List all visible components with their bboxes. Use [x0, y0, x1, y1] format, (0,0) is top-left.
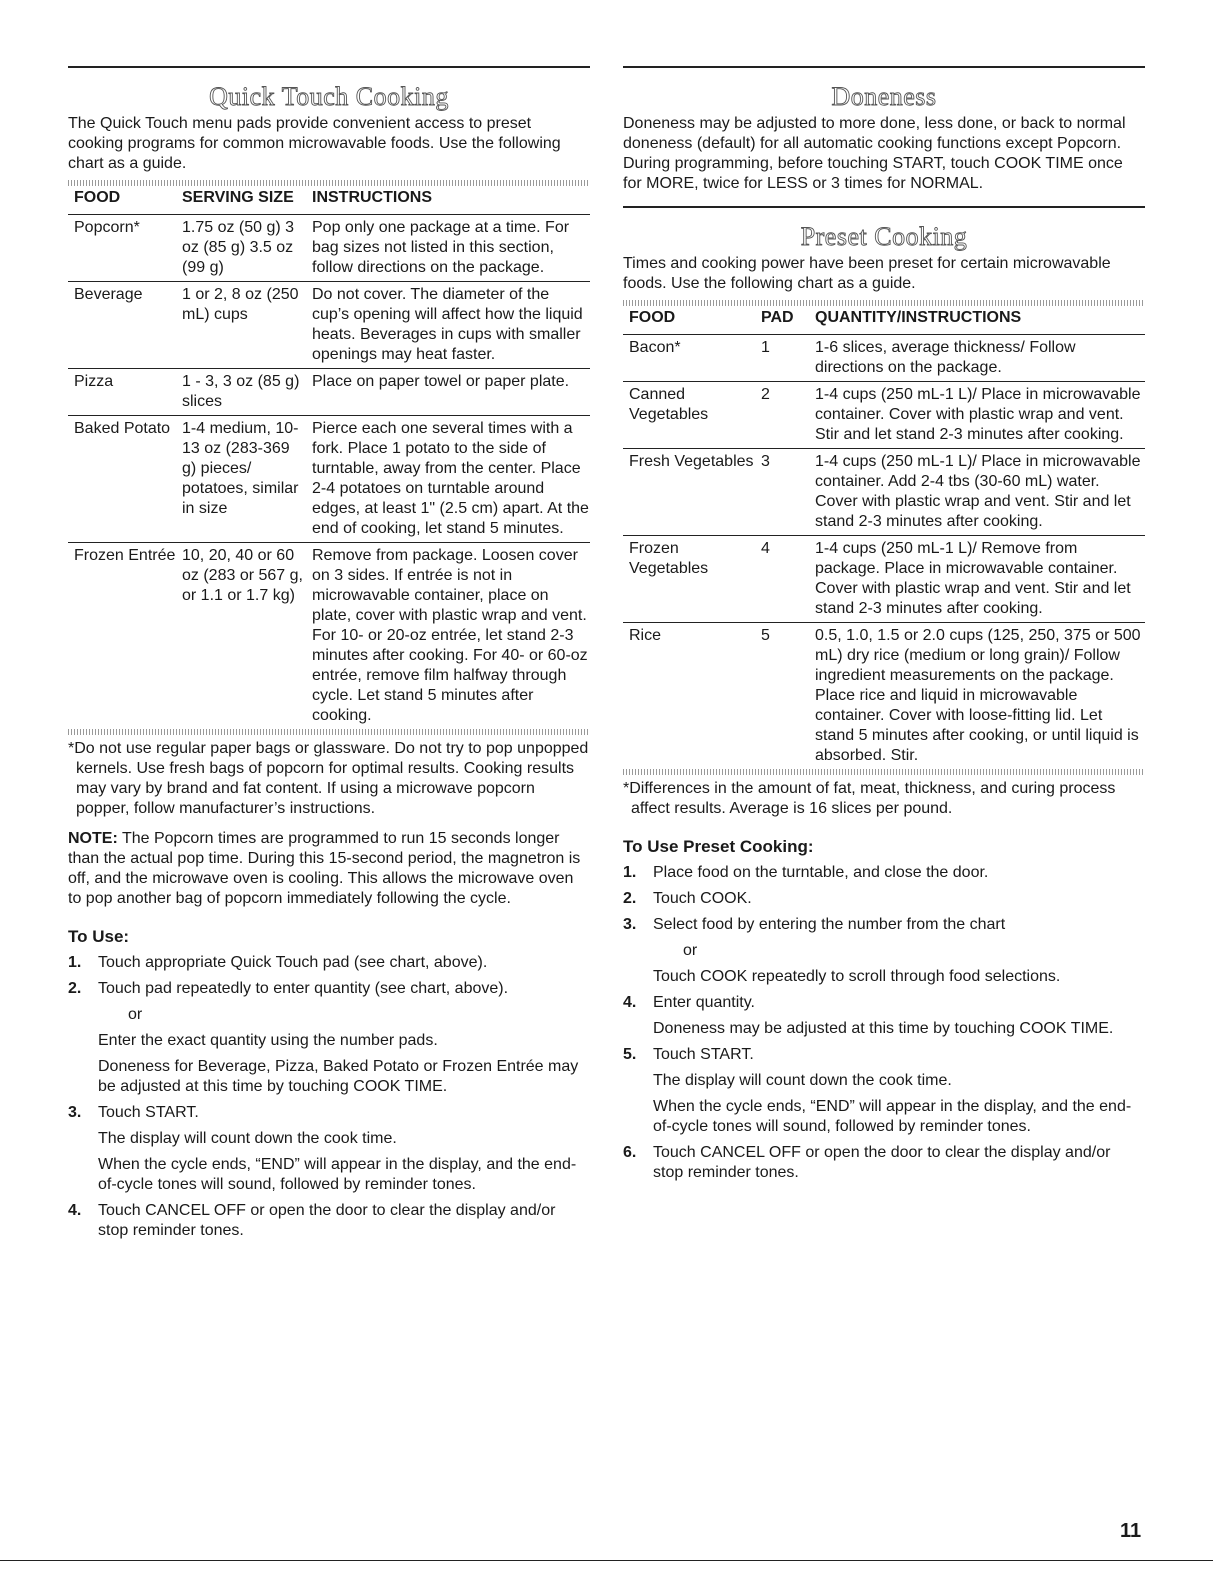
instructions-cell: 1-4 cups (250 mL-1 L)/ Place in microwavable container. Add 2-4 tbs (30-60 mL) water. Cover with plastic wrap and vent. Stir and let stand 2-3 minutes after cooking.: [809, 449, 1145, 536]
step-number: 2.: [623, 890, 637, 907]
list-item: [623, 993, 1145, 1039]
table-header-row: [623, 306, 1145, 335]
size-cell: 1 or 2, 8 oz (250 mL) cups: [176, 282, 306, 369]
step-text: When the cycle ends, “END” will appear in the display, and the end-of-cycle tones will sound, followed by reminder tones.: [653, 1098, 1132, 1135]
instructions-cell: 1-6 slices, average thickness/ Follow directions on the package.: [809, 335, 1145, 382]
table-row: [623, 623, 1145, 770]
step-text: Touch COOK.: [653, 890, 752, 907]
popcorn-note: [68, 829, 590, 909]
step-number: 4.: [623, 994, 637, 1011]
food-cell: Fresh Vegetables: [623, 449, 755, 536]
instructions-cell: Pierce each one several times with a fork. Place 1 potato to the side of turntable, away from the center. Place 2-4 potatoes on turntable around edges, at least 1" (2.5 cm) apart. At the end of cooking, let stand 5 minutes.: [306, 416, 590, 543]
step-text: Touch CANCEL OFF or open the door to clear the display and/or stop reminder tones.: [98, 1202, 556, 1239]
step-text: Touch COOK repeatedly to scroll through food selections.: [653, 968, 1061, 985]
hatch-divider: [68, 729, 590, 735]
list-item: [68, 1103, 590, 1195]
list-item: [623, 915, 1145, 987]
table-row: [68, 416, 590, 543]
table-row: [623, 335, 1145, 382]
quick-touch-steps: [68, 953, 590, 1241]
table-header-row: [68, 186, 590, 215]
section-title-quick-touch: Quick Touch Cooking: [209, 82, 449, 111]
table-row: [623, 536, 1145, 623]
table-row: [68, 215, 590, 282]
note-text: The Popcorn times are programmed to run 15 seconds longer than the actual pop time. During this 15-second period, the magnetron is off, and the microwave oven is cooling. This allows the microwave oven to pop another bag of popcorn immediately following the cycle.: [68, 830, 581, 907]
doneness-text: Doneness may be adjusted to more done, less done, or back to normal doneness (default) for all automatic cooking functions except Popcorn. During programming, before touching START, touch COOK TIME once for MORE, twice for LESS or 3 times for NORMAL.: [623, 115, 1126, 192]
food-cell: Frozen Entrée: [74, 547, 176, 564]
step-number: 5.: [623, 1046, 637, 1063]
list-item: [68, 979, 590, 1097]
step-text: The display will count down the cook time.: [653, 1072, 952, 1089]
step-text: Touch START.: [653, 1046, 754, 1063]
size-cell: 1 - 3, 3 oz (85 g) slices: [176, 369, 306, 416]
step-number: 6.: [623, 1144, 637, 1161]
food-cell: Bacon*: [623, 335, 755, 382]
col-header-food: FOOD: [68, 186, 176, 215]
list-item: [623, 889, 1145, 909]
step-text: Doneness for Beverage, Pizza, Baked Potato or Frozen Entrée may be adjusted at this time by touching COOK TIME.: [98, 1058, 579, 1095]
col-header-quantity: QUANTITY/INSTRUCTIONS: [809, 306, 1145, 335]
preset-cooking-table: [623, 306, 1145, 769]
section-rule: [623, 206, 1145, 208]
pad-cell: 5: [761, 627, 770, 644]
instructions-cell: 1-4 cups (250 mL-1 L)/ Place in microwavable container. Cover with plastic wrap and vent. Stir and let stand 2-3 minutes after cooking.: [809, 382, 1145, 449]
note-label: NOTE:: [68, 830, 118, 847]
quick-touch-intro: The Quick Touch menu pads provide convenient access to preset cooking programs for common microwavable foods. Use the following chart as a guide.: [68, 115, 561, 172]
table-row: [623, 449, 1145, 536]
size-cell: 1.75 oz (50 g) 3 oz (85 g) 3.5 oz (99 g): [176, 215, 306, 282]
to-use-preset-heading: To Use Preset Cooking:: [623, 837, 814, 856]
bacon-footnote: *Differences in the amount of fat, meat, thickness, and curing process affect results. Average is 16 slices per pound.: [623, 780, 1116, 817]
instructions-cell: Pop only one package at a time. For bag sizes not listed in this section, follow directions on the package.: [306, 215, 590, 282]
step-number: 3.: [68, 1104, 82, 1121]
instructions-cell: 0.5, 1.0, 1.5 or 2.0 cups (125, 250, 375 or 500 mL) dry rice (medium or long grain)/ Follow ingredient measurements on the package. Place rice and liquid in microwavable container. Cover with loose-fitting lid. Let stand 5 minutes after cooking, or until liquid is absorbed. Stir.: [815, 627, 1141, 764]
step-text: When the cycle ends, “END” will appear in the display, and the end-of-cycle tones will sound, followed by reminder tones.: [98, 1156, 577, 1193]
quick-touch-table: [68, 186, 590, 729]
food-cell: Rice: [629, 627, 662, 644]
step-text: Doneness may be adjusted at this time by touching COOK TIME.: [653, 1020, 1114, 1037]
step-number: 4.: [68, 1202, 82, 1219]
popcorn-footnote: *Do not use regular paper bags or glassware. Do not try to pop unpopped kernels. Use fresh bags of popcorn for optimal results. Cooking results may vary by brand and fat content. If using a microwave popcorn popper, follow manufacturer’s instructions.: [68, 740, 589, 817]
table-row: [68, 282, 590, 369]
col-header-food: FOOD: [623, 306, 755, 335]
col-header-pad: PAD: [755, 306, 809, 335]
step-number: 3.: [623, 916, 637, 933]
step-text: Touch appropriate Quick Touch pad (see chart, above).: [98, 954, 488, 971]
step-or: or: [683, 942, 698, 959]
table-row: [623, 382, 1145, 449]
food-cell: Popcorn*: [68, 215, 176, 282]
food-cell: Pizza: [68, 369, 176, 416]
pad-cell: 2: [755, 382, 809, 449]
section-title-doneness: Doneness: [831, 82, 937, 111]
pad-cell: 4: [755, 536, 809, 623]
list-item: [623, 1143, 1145, 1183]
table-row: [68, 369, 590, 416]
list-item: [623, 1045, 1145, 1137]
list-item: [68, 953, 590, 973]
bottom-rule: [0, 1560, 1213, 1561]
preset-intro: Times and cooking power have been preset for certain microwavable foods. Use the following chart as a guide.: [623, 255, 1111, 292]
step-or: or: [128, 1006, 143, 1023]
list-item: [68, 1201, 590, 1241]
instructions-cell: Do not cover. The diameter of the cup’s opening will affect how the liquid heats. Beverages in cups with smaller openings may heat faster.: [306, 282, 590, 369]
instructions-cell: Remove from package. Loosen cover on 3 sides. If entrée is not in microwavable container, place on plate, cover with plastic wrap and vent. For 10- or 20-oz entrée, let stand 2-3 minutes after cooking. For 40- or 60-oz entrée, remove film halfway through cycle. Let stand 5 minutes after cooking.: [312, 547, 588, 724]
pad-cell: 1: [755, 335, 809, 382]
instructions-cell: Place on paper towel or paper plate.: [306, 369, 590, 416]
preset-steps: [623, 863, 1145, 1183]
step-number: 2.: [68, 980, 82, 997]
top-rule: [68, 66, 590, 68]
food-cell: Beverage: [68, 282, 176, 369]
hatch-divider: [623, 769, 1145, 775]
step-text: Place food on the turntable, and close the door.: [653, 864, 989, 881]
step-text: Select food by entering the number from the chart: [653, 916, 1006, 933]
step-text: Enter the exact quantity using the number pads.: [98, 1032, 438, 1049]
size-cell: 10, 20, 40 or 60 oz (283 or 567 g, or 1.1 or 1.7 kg): [182, 547, 303, 604]
step-number: 1.: [68, 954, 82, 971]
food-cell: Frozen Vegetables: [623, 536, 755, 623]
col-header-instructions: INSTRUCTIONS: [306, 186, 590, 215]
size-cell: 1-4 medium, 10-13 oz (283-369 g) pieces/ potatoes, similar in size: [176, 416, 306, 543]
food-cell: Baked Potato: [68, 416, 176, 543]
to-use-heading: To Use:: [68, 927, 130, 946]
top-rule: [623, 66, 1145, 68]
food-cell: Canned Vegetables: [623, 382, 755, 449]
step-text: Enter quantity.: [653, 994, 755, 1011]
step-number: 1.: [623, 864, 637, 881]
left-column: [68, 66, 590, 1247]
step-text: The display will count down the cook time.: [98, 1130, 397, 1147]
list-item: [623, 863, 1145, 883]
step-text: Touch pad repeatedly to enter quantity (see chart, above).: [98, 980, 509, 997]
step-text: Touch CANCEL OFF or open the door to clear the display and/or stop reminder tones.: [653, 1144, 1111, 1181]
right-column: [623, 66, 1145, 1189]
step-text: Touch START.: [98, 1104, 199, 1121]
instructions-cell: 1-4 cups (250 mL-1 L)/ Remove from package. Place in microwavable container. Cover with plastic wrap and vent. Stir and let stand 2-3 minutes after cooking.: [809, 536, 1145, 623]
pad-cell: 3: [755, 449, 809, 536]
page-number: 11: [1120, 1520, 1142, 1542]
col-header-serving-size: SERVING SIZE: [176, 186, 306, 215]
table-row: [68, 543, 590, 730]
section-title-preset-cooking: Preset Cooking: [800, 222, 968, 251]
